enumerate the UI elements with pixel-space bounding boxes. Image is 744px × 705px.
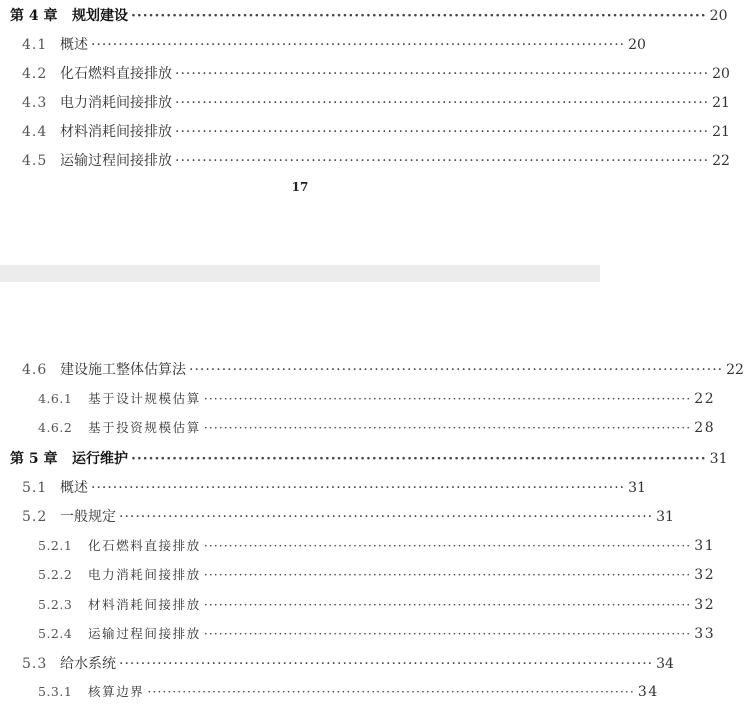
toc-entry-number: 5.1 (22, 480, 48, 496)
dot-leader: ·································································································· (119, 509, 654, 525)
page-number-footer: 17 (291, 180, 309, 194)
toc-page-top (0, 0, 730, 265)
toc-entry-title: 运行维护 (72, 451, 128, 467)
dot-leader: ·································································································· (175, 95, 710, 111)
toc-entry-number: 5.3 (22, 656, 48, 672)
toc-entry-page: 21 (712, 124, 730, 140)
toc-entry-5-2[interactable] (22, 506, 674, 526)
toc-entry-page: 31 (694, 538, 716, 554)
toc-entry-title: 材料消耗间接排放 (88, 597, 201, 612)
dot-leader: ·································································································· (175, 153, 710, 169)
toc-entry-title: 电力消耗间接排放 (60, 95, 172, 111)
toc-entry-title: 材料消耗间接排放 (60, 124, 172, 140)
toc-entry-number: 5.2.3 (38, 597, 73, 612)
toc-entry-number: 4.3 (22, 95, 48, 111)
toc-entry-page: 20 (628, 37, 646, 53)
toc-entry-number: 4.1 (22, 37, 48, 53)
toc-entry-4-6-2[interactable] (38, 418, 716, 436)
toc-entry-number: 5.2.4 (38, 626, 73, 641)
toc-entry-page: 28 (694, 420, 716, 436)
toc-entry-number: 5.2.2 (38, 567, 73, 582)
toc-entry-page: 21 (712, 95, 730, 111)
dot-leader: ·································································································· (175, 66, 710, 82)
toc-entry-title: 化石燃料直接排放 (60, 66, 172, 82)
dot-leader: ·································································································· (203, 567, 692, 582)
dot-leader: ·································································································· (203, 420, 692, 435)
toc-entry-5-2-2[interactable] (38, 565, 716, 583)
toc-entry-number: 4.2 (22, 66, 48, 82)
toc-entry-page: 20 (712, 66, 730, 82)
toc-entry-title: 运输过程间接排放 (88, 626, 201, 641)
toc-entry-4-6-1[interactable] (38, 389, 716, 407)
dot-leader: ·································································································· (91, 480, 626, 496)
dot-leader: ·································································································· (203, 391, 692, 406)
toc-entry-title: 给水系统 (60, 656, 116, 672)
toc-entry-title: 化石燃料直接排放 (88, 538, 201, 553)
toc-entry-4-2[interactable] (22, 63, 730, 83)
toc-entry-number: 4.6.1 (38, 391, 73, 406)
toc-entry-title: 运输过程间接排放 (60, 153, 172, 169)
toc-entry-title: 核算边界 (88, 684, 145, 699)
dot-leader: ·································································································· (203, 597, 692, 612)
toc-entry-title: 概述 (60, 480, 88, 496)
toc-entry-title: 电力消耗间接排放 (88, 567, 201, 582)
dot-leader: ·································································································· (203, 626, 692, 641)
toc-entry-4-3[interactable] (22, 92, 730, 112)
dot-leader: ·································································································· (91, 37, 626, 53)
toc-entry-number: 5.2.1 (38, 538, 73, 553)
toc-entry-number: 第 4 章 (10, 8, 58, 24)
toc-entry-page: 20 (709, 8, 728, 24)
dot-leader: ·································································································· (131, 451, 707, 467)
dot-leader: ·································································································· (147, 684, 635, 699)
toc-page-bottom (0, 282, 744, 705)
dot-leader: ·································································································· (203, 538, 692, 553)
toc-entry-page: 34 (637, 684, 659, 700)
toc-entry-number: 4.6.2 (38, 420, 73, 435)
toc-entry-page: 22 (712, 153, 730, 169)
toc-entry-number: 4.6 (22, 362, 48, 378)
toc-entry-page: 31 (656, 509, 674, 525)
toc-entry-title: 基于投资规模估算 (88, 420, 201, 435)
toc-entry-page: 22 (726, 362, 744, 378)
toc-entry-page: 32 (694, 567, 716, 583)
toc-entry-number: 5.3.1 (38, 684, 73, 699)
toc-entry-page: 34 (656, 656, 674, 672)
toc-entry-title: 规划建设 (72, 8, 128, 24)
toc-entry-number: 第 5 章 (10, 451, 58, 467)
dot-leader: ·································································································· (175, 124, 710, 140)
toc-entry-4-5[interactable] (22, 150, 730, 170)
toc-entry-chapter-4[interactable] (10, 5, 728, 25)
toc-entry-title: 概述 (60, 37, 88, 53)
toc-entry-number: 4.4 (22, 124, 48, 140)
toc-entry-5-1[interactable] (22, 477, 646, 497)
dot-leader: ·································································································· (119, 656, 654, 672)
toc-entry-page: 22 (694, 391, 716, 407)
toc-entry-number: 4.5 (22, 153, 48, 169)
toc-entry-5-3-1[interactable] (38, 682, 659, 700)
toc-entry-4-1[interactable] (22, 34, 646, 54)
toc-entry-page: 31 (709, 451, 728, 467)
page-separator (0, 265, 600, 282)
dot-leader: ·································································································· (131, 8, 707, 24)
toc-entry-title: 基于设计规模估算 (88, 391, 201, 406)
toc-entry-page: 33 (694, 626, 716, 642)
toc-entry-page: 31 (628, 480, 646, 496)
toc-entry-5-2-4[interactable] (38, 624, 716, 642)
toc-entry-title: 一般规定 (60, 509, 116, 525)
toc-entry-title: 建设施工整体估算法 (60, 362, 186, 378)
toc-entry-5-2-1[interactable] (38, 536, 716, 554)
toc-entry-5-2-3[interactable] (38, 595, 716, 613)
toc-entry-4-6[interactable] (22, 359, 744, 379)
toc-entry-number: 5.2 (22, 509, 48, 525)
toc-entry-page: 32 (694, 597, 716, 613)
toc-entry-4-4[interactable] (22, 121, 730, 141)
toc-entry-5-3[interactable] (22, 653, 674, 673)
toc-entry-chapter-5[interactable] (10, 448, 728, 468)
dot-leader: ·································································································· (189, 362, 724, 378)
